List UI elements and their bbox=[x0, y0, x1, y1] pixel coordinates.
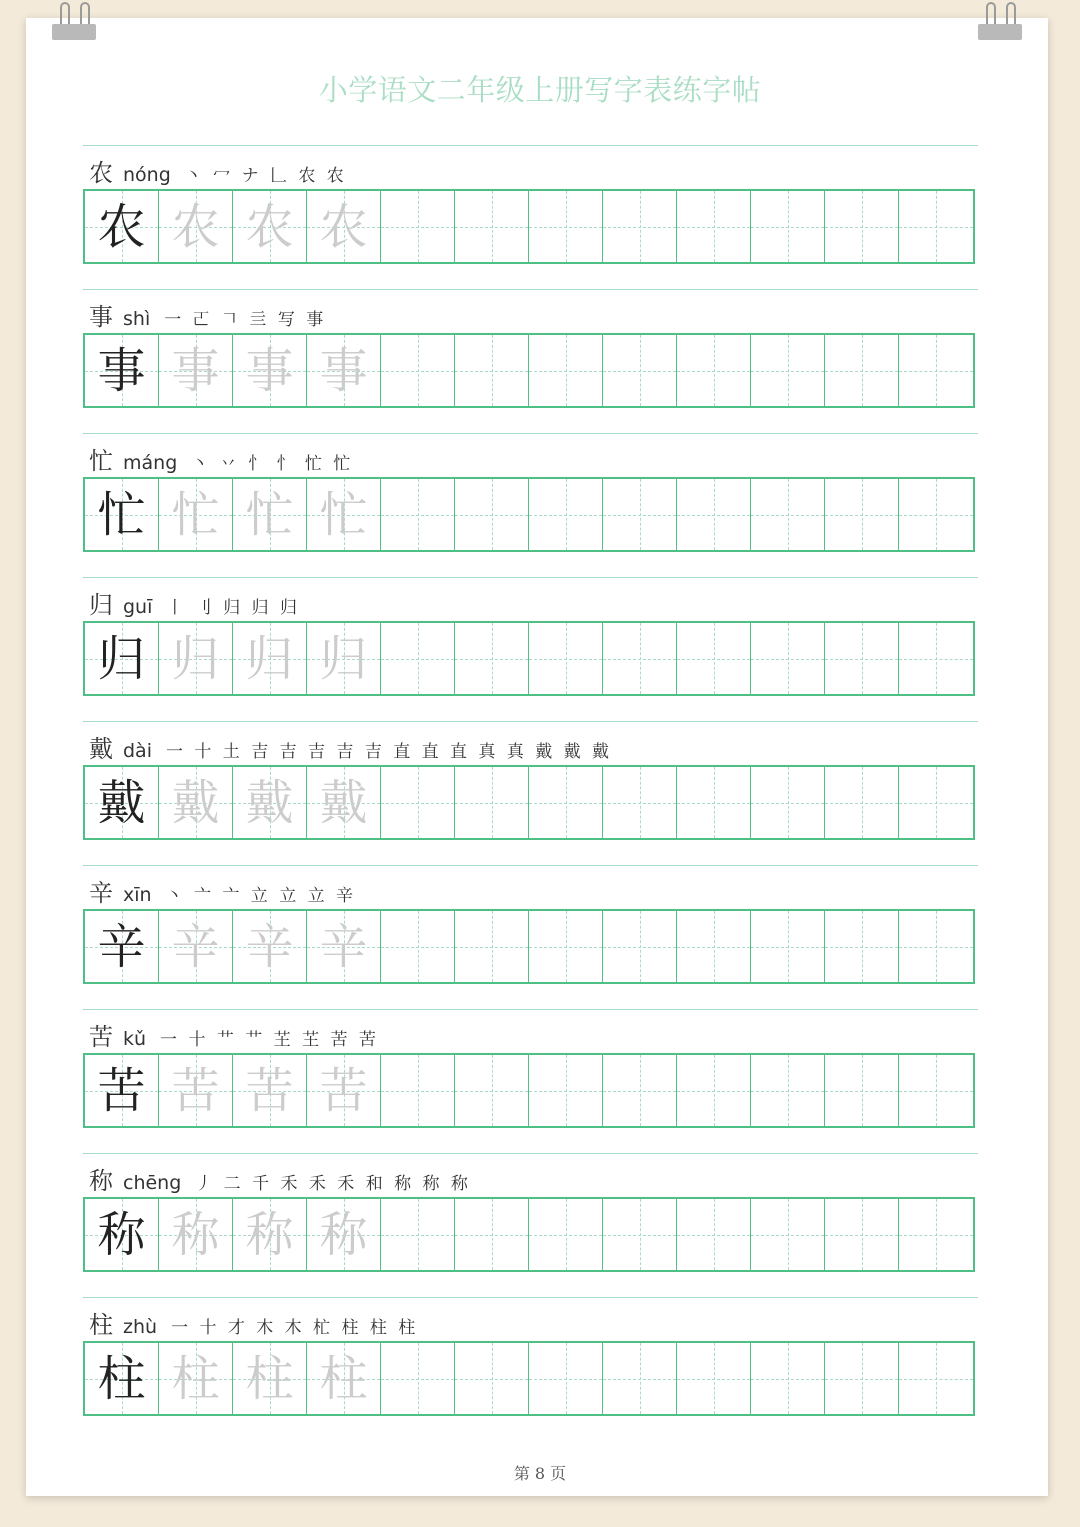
trace-character: 称 bbox=[245, 1206, 294, 1263]
pinyin: dài bbox=[123, 740, 152, 762]
tian-cell-empty[interactable] bbox=[899, 1055, 973, 1126]
tian-cell-filled[interactable] bbox=[159, 911, 233, 982]
model-character: 戴 bbox=[97, 774, 146, 831]
trace-character: 农 bbox=[319, 198, 368, 255]
tian-cell-empty[interactable] bbox=[529, 623, 603, 694]
tian-cell-empty[interactable] bbox=[455, 623, 529, 694]
trace-character: 柱 bbox=[245, 1350, 294, 1407]
tian-cell-empty[interactable] bbox=[381, 623, 455, 694]
header-character: 柱 bbox=[89, 1311, 113, 1339]
tian-cell-empty[interactable] bbox=[603, 911, 677, 982]
tian-cell-empty[interactable] bbox=[751, 1343, 825, 1414]
tian-cell-empty[interactable] bbox=[751, 335, 825, 406]
trace-character: 柱 bbox=[171, 1350, 220, 1407]
tian-cell-empty[interactable] bbox=[677, 623, 751, 694]
header-character: 农 bbox=[89, 159, 113, 187]
pinyin: chēng bbox=[123, 1172, 182, 1194]
tian-cell-filled[interactable] bbox=[159, 1343, 233, 1414]
tian-cell-empty[interactable] bbox=[455, 911, 529, 982]
header-character: 归 bbox=[89, 591, 113, 619]
tian-cell-empty[interactable] bbox=[455, 479, 529, 550]
tian-cell-empty[interactable] bbox=[603, 1199, 677, 1270]
model-character: 归 bbox=[97, 630, 146, 687]
tian-cell-empty[interactable] bbox=[677, 1055, 751, 1126]
header-character: 称 bbox=[89, 1167, 113, 1195]
tian-cell-empty[interactable] bbox=[529, 1343, 603, 1414]
writing-grid bbox=[83, 333, 975, 408]
tian-cell-empty[interactable] bbox=[603, 191, 677, 262]
trace-character: 辛 bbox=[319, 918, 368, 975]
tian-cell-filled[interactable] bbox=[307, 191, 381, 262]
tian-cell-empty[interactable] bbox=[455, 1055, 529, 1126]
binder-clip-right-icon bbox=[978, 0, 1022, 40]
tian-cell-empty[interactable] bbox=[899, 191, 973, 262]
row-header bbox=[89, 729, 612, 763]
model-character: 辛 bbox=[97, 918, 146, 975]
header-character: 忙 bbox=[89, 447, 113, 475]
trace-character: 归 bbox=[319, 630, 368, 687]
tian-cell-empty[interactable] bbox=[381, 479, 455, 550]
row-divider bbox=[83, 289, 978, 290]
tian-cell-empty[interactable] bbox=[603, 1343, 677, 1414]
tian-cell-empty[interactable] bbox=[529, 335, 603, 406]
practice-row bbox=[83, 1009, 978, 1145]
writing-grid bbox=[83, 189, 975, 264]
tian-cell-empty[interactable] bbox=[751, 479, 825, 550]
tian-cell-empty[interactable] bbox=[455, 335, 529, 406]
row-divider bbox=[83, 433, 978, 434]
pinyin: shì bbox=[123, 308, 151, 330]
trace-character: 戴 bbox=[245, 774, 294, 831]
tian-cell-filled[interactable] bbox=[233, 191, 307, 262]
tian-cell-filled[interactable] bbox=[85, 335, 159, 406]
tian-cell-filled[interactable] bbox=[307, 1343, 381, 1414]
tian-cell-filled[interactable] bbox=[159, 623, 233, 694]
pinyin: xīn bbox=[123, 884, 152, 906]
tian-cell-empty[interactable] bbox=[677, 335, 751, 406]
trace-character: 戴 bbox=[171, 774, 220, 831]
row-header bbox=[89, 873, 356, 907]
tian-cell-empty[interactable] bbox=[381, 767, 455, 838]
header-character: 事 bbox=[89, 303, 113, 331]
writing-grid bbox=[83, 1341, 975, 1416]
tian-cell-filled[interactable] bbox=[307, 911, 381, 982]
practice-row bbox=[83, 289, 978, 425]
tian-cell-empty[interactable] bbox=[825, 1199, 899, 1270]
stroke-order: 丨 刂 归 归 归 bbox=[166, 598, 301, 618]
practice-row bbox=[83, 865, 978, 1001]
tian-cell-empty[interactable] bbox=[677, 479, 751, 550]
tian-cell-filled[interactable] bbox=[233, 1343, 307, 1414]
trace-character: 柱 bbox=[319, 1350, 368, 1407]
pinyin: zhù bbox=[123, 1316, 158, 1338]
tian-cell-filled[interactable] bbox=[233, 767, 307, 838]
model-character: 苦 bbox=[97, 1062, 146, 1119]
stroke-order: 一 𠀀 𠃍 亖 写 事 bbox=[164, 310, 327, 330]
writing-grid bbox=[83, 1053, 975, 1128]
practice-row bbox=[83, 1297, 978, 1433]
row-header bbox=[89, 297, 326, 331]
stroke-order: 丿 二 千 禾 禾 禾 和 称 称 称 bbox=[195, 1174, 471, 1194]
trace-character: 辛 bbox=[171, 918, 220, 975]
pinyin: kǔ bbox=[123, 1028, 147, 1050]
tian-cell-empty[interactable] bbox=[825, 479, 899, 550]
tian-cell-empty[interactable] bbox=[825, 767, 899, 838]
tian-cell-empty[interactable] bbox=[825, 911, 899, 982]
trace-character: 苦 bbox=[245, 1062, 294, 1119]
tian-cell-empty[interactable] bbox=[381, 335, 455, 406]
practice-row bbox=[83, 145, 978, 281]
trace-character: 忙 bbox=[245, 486, 294, 543]
tian-cell-empty[interactable] bbox=[455, 191, 529, 262]
tian-cell-filled[interactable] bbox=[85, 911, 159, 982]
practice-row bbox=[83, 577, 978, 713]
trace-character: 苦 bbox=[319, 1062, 368, 1119]
tian-cell-empty[interactable] bbox=[899, 1199, 973, 1270]
tian-cell-filled[interactable] bbox=[85, 1199, 159, 1270]
trace-character: 事 bbox=[245, 342, 294, 399]
stroke-order: 一 十 艹 艹 芏 芏 苦 苦 bbox=[160, 1030, 379, 1050]
stroke-order: 一 十 土 吉 吉 吉 吉 吉 直 直 直 真 真 戴 戴 戴 bbox=[165, 742, 613, 762]
tian-cell-empty[interactable] bbox=[603, 623, 677, 694]
row-divider bbox=[83, 721, 978, 722]
tian-cell-filled[interactable] bbox=[85, 479, 159, 550]
tian-cell-empty[interactable] bbox=[529, 767, 603, 838]
tian-cell-empty[interactable] bbox=[603, 479, 677, 550]
model-character: 事 bbox=[97, 342, 146, 399]
tian-cell-empty[interactable] bbox=[529, 911, 603, 982]
tian-cell-filled[interactable] bbox=[159, 335, 233, 406]
tian-cell-empty[interactable] bbox=[603, 1055, 677, 1126]
tian-cell-empty[interactable] bbox=[899, 623, 973, 694]
tian-cell-empty[interactable] bbox=[899, 1343, 973, 1414]
row-divider bbox=[83, 1153, 978, 1154]
tian-cell-empty[interactable] bbox=[677, 767, 751, 838]
tian-cell-filled[interactable] bbox=[233, 1055, 307, 1126]
tian-cell-empty[interactable] bbox=[825, 191, 899, 262]
tian-cell-empty[interactable] bbox=[825, 1055, 899, 1126]
header-character: 辛 bbox=[89, 879, 113, 907]
tian-cell-filled[interactable] bbox=[307, 479, 381, 550]
pinyin: guī bbox=[123, 596, 153, 618]
tian-cell-filled[interactable] bbox=[233, 479, 307, 550]
tian-cell-empty[interactable] bbox=[677, 1199, 751, 1270]
page-title: 小学语文二年级上册写字表练字帖 bbox=[318, 73, 762, 107]
row-header bbox=[89, 585, 300, 619]
model-character: 忙 bbox=[97, 486, 146, 543]
tian-cell-filled[interactable] bbox=[85, 767, 159, 838]
stroke-order: 一 十 才 木 木 杧 柱 柱 柱 bbox=[171, 1318, 419, 1338]
row-divider bbox=[83, 577, 978, 578]
tian-cell-empty[interactable] bbox=[381, 191, 455, 262]
pinyin: máng bbox=[123, 452, 178, 474]
tian-cell-empty[interactable] bbox=[455, 1199, 529, 1270]
row-header bbox=[89, 1017, 379, 1051]
tian-cell-empty[interactable] bbox=[751, 767, 825, 838]
tian-cell-empty[interactable] bbox=[899, 479, 973, 550]
row-header bbox=[89, 441, 353, 475]
writing-grid bbox=[83, 1197, 975, 1272]
tian-cell-empty[interactable] bbox=[677, 191, 751, 262]
row-header bbox=[89, 153, 347, 187]
binder-clip-left-icon bbox=[52, 0, 96, 40]
writing-grid bbox=[83, 477, 975, 552]
tian-cell-empty[interactable] bbox=[529, 479, 603, 550]
model-character: 称 bbox=[97, 1206, 146, 1263]
tian-cell-filled[interactable] bbox=[233, 911, 307, 982]
tian-cell-filled[interactable] bbox=[85, 623, 159, 694]
tian-cell-filled[interactable] bbox=[307, 1199, 381, 1270]
tian-cell-empty[interactable] bbox=[381, 1199, 455, 1270]
stroke-order: 丶 亠 亠 立 立 立 辛 bbox=[165, 886, 357, 906]
tian-cell-empty[interactable] bbox=[603, 335, 677, 406]
row-divider bbox=[83, 145, 978, 146]
model-character: 柱 bbox=[97, 1350, 146, 1407]
trace-character: 归 bbox=[171, 630, 220, 687]
stroke-order: 丶 冖 ナ 𠃊 农 农 bbox=[184, 166, 347, 186]
tian-cell-empty[interactable] bbox=[751, 911, 825, 982]
tian-cell-filled[interactable] bbox=[159, 1199, 233, 1270]
tian-cell-empty[interactable] bbox=[899, 335, 973, 406]
tian-cell-empty[interactable] bbox=[751, 623, 825, 694]
trace-character: 忙 bbox=[319, 486, 368, 543]
tian-cell-empty[interactable] bbox=[603, 767, 677, 838]
tian-cell-filled[interactable] bbox=[159, 767, 233, 838]
tian-cell-empty[interactable] bbox=[381, 1343, 455, 1414]
practice-row bbox=[83, 433, 978, 569]
tian-cell-empty[interactable] bbox=[751, 191, 825, 262]
practice-row bbox=[83, 1153, 978, 1289]
trace-character: 农 bbox=[245, 198, 294, 255]
tian-cell-empty[interactable] bbox=[381, 1055, 455, 1126]
trace-character: 事 bbox=[319, 342, 368, 399]
trace-character: 称 bbox=[171, 1206, 220, 1263]
tian-cell-empty[interactable] bbox=[455, 1343, 529, 1414]
tian-cell-filled[interactable] bbox=[307, 623, 381, 694]
tian-cell-empty[interactable] bbox=[455, 767, 529, 838]
writing-grid bbox=[83, 909, 975, 984]
tian-cell-filled[interactable] bbox=[233, 335, 307, 406]
trace-character: 戴 bbox=[319, 774, 368, 831]
tian-cell-empty[interactable] bbox=[825, 623, 899, 694]
writing-grid bbox=[83, 765, 975, 840]
tian-cell-filled[interactable] bbox=[233, 1199, 307, 1270]
tian-cell-filled[interactable] bbox=[159, 1055, 233, 1126]
tian-cell-filled[interactable] bbox=[85, 191, 159, 262]
header-character: 戴 bbox=[89, 735, 113, 763]
page-number: 第 8 页 bbox=[513, 1464, 567, 1483]
header-character: 苦 bbox=[89, 1023, 113, 1051]
tian-cell-empty[interactable] bbox=[677, 1343, 751, 1414]
trace-character: 归 bbox=[245, 630, 294, 687]
tian-cell-filled[interactable] bbox=[159, 479, 233, 550]
row-header bbox=[89, 1161, 471, 1195]
trace-character: 忙 bbox=[171, 486, 220, 543]
tian-cell-empty[interactable] bbox=[751, 1055, 825, 1126]
row-divider bbox=[83, 1297, 978, 1298]
row-divider bbox=[83, 1009, 978, 1010]
trace-character: 农 bbox=[171, 198, 220, 255]
pinyin: nóng bbox=[123, 164, 171, 186]
tian-cell-empty[interactable] bbox=[899, 767, 973, 838]
tian-cell-filled[interactable] bbox=[85, 1055, 159, 1126]
tian-cell-empty[interactable] bbox=[825, 335, 899, 406]
tian-cell-empty[interactable] bbox=[825, 1343, 899, 1414]
tian-cell-filled[interactable] bbox=[307, 1055, 381, 1126]
trace-character: 辛 bbox=[245, 918, 294, 975]
tian-cell-empty[interactable] bbox=[381, 911, 455, 982]
tian-cell-empty[interactable] bbox=[529, 1055, 603, 1126]
tian-cell-empty[interactable] bbox=[751, 1199, 825, 1270]
practice-row bbox=[83, 721, 978, 857]
stroke-order: 丶 丷 忄 忄 忙 忙 bbox=[191, 454, 354, 474]
tian-cell-filled[interactable] bbox=[307, 335, 381, 406]
tian-cell-filled[interactable] bbox=[233, 623, 307, 694]
writing-grid bbox=[83, 621, 975, 696]
tian-cell-empty[interactable] bbox=[529, 191, 603, 262]
tian-cell-filled[interactable] bbox=[307, 767, 381, 838]
tian-cell-empty[interactable] bbox=[529, 1199, 603, 1270]
trace-character: 事 bbox=[171, 342, 220, 399]
tian-cell-filled[interactable] bbox=[159, 191, 233, 262]
row-divider bbox=[83, 865, 978, 866]
row-header bbox=[89, 1305, 418, 1339]
tian-cell-empty[interactable] bbox=[677, 911, 751, 982]
trace-character: 苦 bbox=[171, 1062, 220, 1119]
trace-character: 称 bbox=[319, 1206, 368, 1263]
model-character: 农 bbox=[97, 198, 146, 255]
tian-cell-filled[interactable] bbox=[85, 1343, 159, 1414]
tian-cell-empty[interactable] bbox=[899, 911, 973, 982]
